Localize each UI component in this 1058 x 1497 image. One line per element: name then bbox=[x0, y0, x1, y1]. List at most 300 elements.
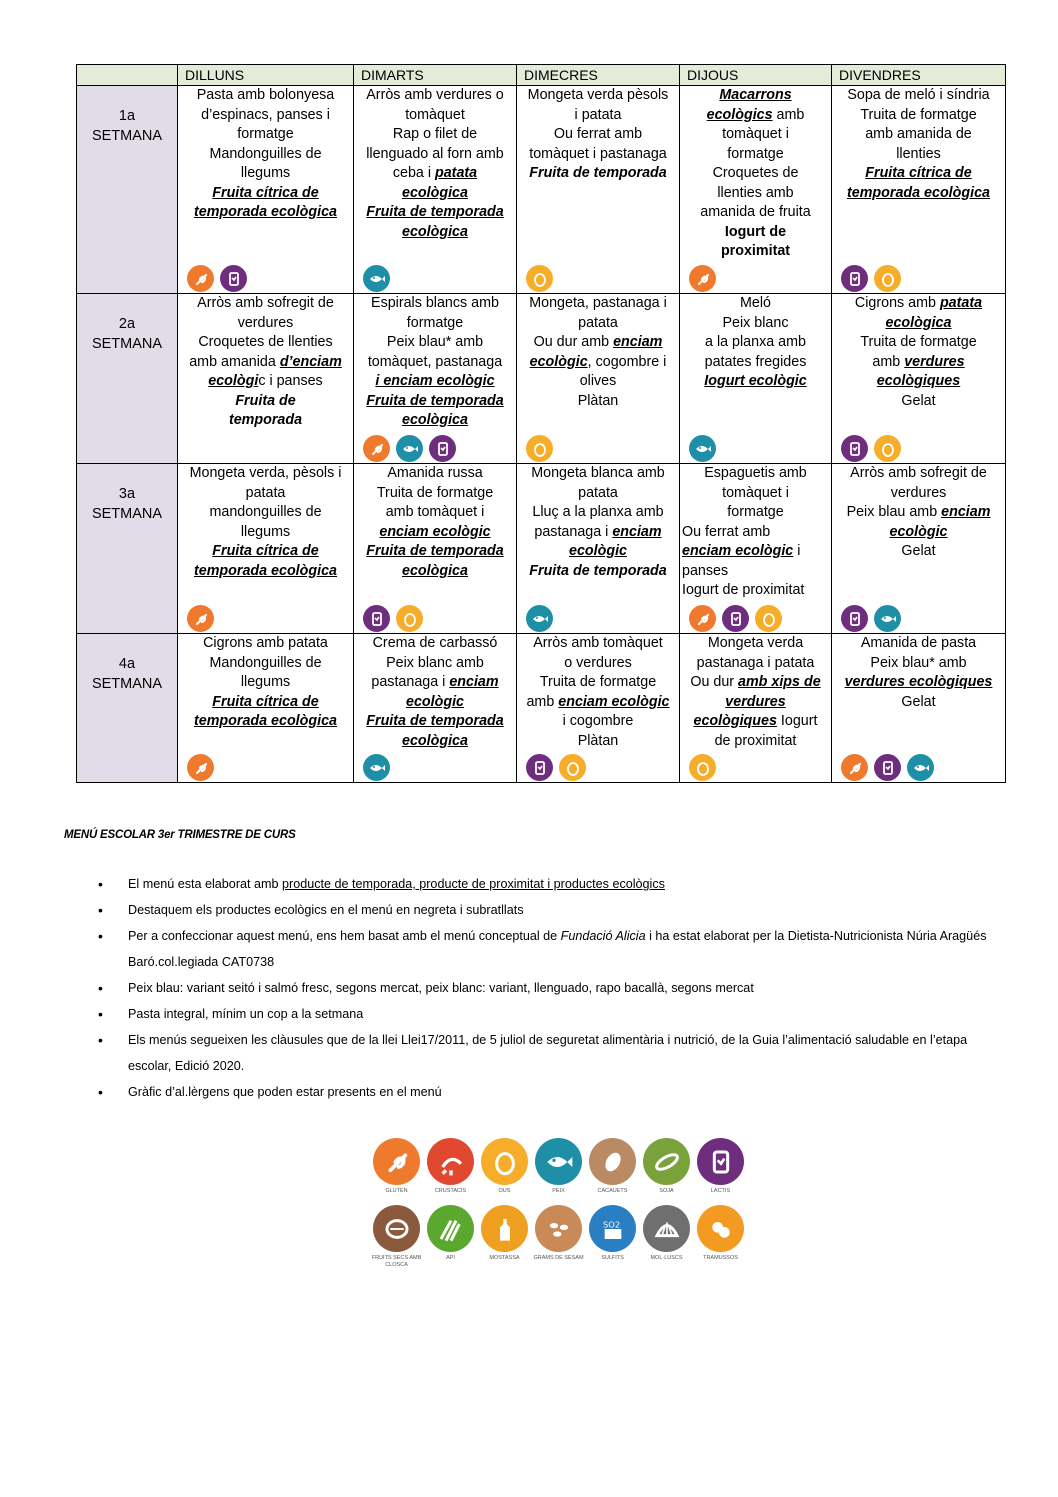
ou-icon bbox=[481, 1138, 528, 1185]
legend-label: GRAMS DE SÈSAM bbox=[533, 1255, 584, 1261]
ou-icon bbox=[396, 605, 423, 632]
menu-line bbox=[519, 333, 677, 353]
menu-text: ecològic bbox=[889, 523, 948, 540]
note-text: Per a confeccionar aquest menú, ens hem basat amb el menú conceptual de bbox=[128, 929, 561, 943]
legend-item bbox=[425, 1205, 476, 1269]
menu-line bbox=[519, 392, 677, 412]
menu-line bbox=[180, 392, 351, 412]
menu-text: patata bbox=[245, 484, 286, 501]
legend-item bbox=[587, 1138, 638, 1195]
menu-line bbox=[834, 333, 1003, 353]
menu-line bbox=[519, 164, 677, 184]
menu-text: i cogombre bbox=[562, 713, 634, 729]
menu-text: tomàquet bbox=[405, 106, 465, 123]
allergen-icons bbox=[526, 605, 553, 632]
menu-cell-divendres bbox=[832, 294, 1006, 464]
allergen-icons bbox=[187, 605, 214, 632]
menu-line bbox=[834, 86, 1003, 106]
day-header-dijous: DIJOUS bbox=[680, 65, 832, 86]
menu-text: tomàquet i pastanaga bbox=[529, 145, 667, 162]
menu-text: Cigrons amb patata bbox=[203, 635, 328, 651]
legend-row bbox=[371, 1205, 761, 1269]
menu-line bbox=[834, 106, 1003, 126]
menu-text: Arròs amb tomàquet bbox=[533, 635, 663, 651]
menu-text: Pasta amb bolonyesa bbox=[196, 87, 335, 103]
menu-line bbox=[682, 106, 829, 126]
menu-text: Mandonguilles de bbox=[209, 145, 322, 162]
menu-cell-dilluns bbox=[178, 86, 354, 294]
legend-item bbox=[695, 1205, 746, 1269]
fruits-secs-icon bbox=[373, 1205, 420, 1252]
menu-line bbox=[519, 86, 677, 106]
lactis-icon bbox=[363, 605, 390, 632]
menu-line bbox=[682, 203, 829, 223]
legend-label: GLUTEN bbox=[385, 1188, 408, 1194]
allergen-icons bbox=[526, 435, 553, 462]
menu-text: proximitat bbox=[720, 243, 791, 259]
menu-text: Ou dur bbox=[690, 674, 739, 690]
menu-line bbox=[519, 634, 677, 654]
ou-icon bbox=[874, 435, 901, 462]
ou-icon bbox=[559, 754, 586, 781]
lactis-icon bbox=[722, 605, 749, 632]
menu-text: amb xips de bbox=[738, 674, 821, 690]
menu-text: amanida de fruita bbox=[700, 204, 811, 220]
menu-line bbox=[356, 484, 514, 504]
legend-item bbox=[641, 1138, 692, 1195]
menu-text: Espirals blancs amb bbox=[371, 295, 499, 311]
menu-line bbox=[682, 164, 829, 184]
menu-cell-dimarts bbox=[354, 464, 517, 634]
menu-line bbox=[834, 353, 1003, 373]
legend-item bbox=[587, 1205, 638, 1269]
menu-text: Fruita de temporada bbox=[366, 543, 504, 559]
menu-line bbox=[834, 125, 1003, 145]
week-number: 2a bbox=[118, 316, 136, 332]
allergen-icons bbox=[841, 435, 901, 462]
menu-text: Iogurt de proximitat bbox=[682, 582, 805, 598]
menu-text: Truita de formatge bbox=[860, 334, 977, 350]
menu-text: Iogurt de bbox=[724, 223, 787, 240]
menu-text: pastanaga i bbox=[371, 674, 450, 690]
menu-line bbox=[682, 314, 829, 334]
note-item bbox=[98, 1079, 1008, 1105]
menu-line bbox=[180, 333, 351, 353]
menu-text: Macarrons bbox=[719, 87, 792, 103]
crustacis-icon bbox=[427, 1138, 474, 1185]
menu-text: Mongeta verda bbox=[707, 635, 804, 651]
menu-text: Amanida de pasta bbox=[860, 635, 977, 651]
menu-text: Truita de formatge bbox=[376, 484, 494, 501]
menu-text: Fruita de temporada bbox=[529, 562, 667, 579]
menu-line bbox=[682, 581, 829, 601]
week-word: SETMANA bbox=[91, 127, 163, 144]
menu-line bbox=[180, 125, 351, 145]
peix-icon bbox=[689, 435, 716, 462]
menu-text: llegums bbox=[240, 674, 291, 690]
week-row bbox=[77, 464, 1006, 634]
menu-line bbox=[519, 125, 677, 145]
menu-text: d’espinacs, panses i bbox=[201, 106, 330, 123]
menu-line bbox=[180, 411, 351, 431]
menu-text: amb amanida bbox=[189, 353, 280, 370]
allergen-icons bbox=[841, 605, 901, 632]
menu-line bbox=[682, 693, 829, 713]
menu-text: ecològica bbox=[402, 223, 468, 240]
menu-text: olives bbox=[579, 373, 617, 389]
menu-text: ecològic bbox=[569, 543, 627, 559]
menu-line bbox=[682, 372, 829, 392]
menu-text: verdures bbox=[725, 693, 786, 710]
menu-text: Peix blanc amb bbox=[386, 654, 484, 671]
allergen-icons bbox=[363, 605, 423, 632]
menu-line bbox=[180, 542, 351, 562]
menu-cell-dimecres bbox=[517, 464, 680, 634]
lactis-icon bbox=[429, 435, 456, 462]
menu-line bbox=[834, 523, 1003, 543]
menu-line bbox=[180, 634, 351, 654]
menu-text: Croquetes de bbox=[712, 165, 799, 181]
legend-item bbox=[641, 1205, 692, 1269]
menu-text: Gelat bbox=[901, 543, 936, 559]
lactis-icon bbox=[841, 265, 868, 292]
menu-text: Mongeta verda pèsols bbox=[527, 87, 669, 103]
menu-text: , cogombre i bbox=[587, 353, 667, 370]
menu-text: Ou dur amb bbox=[533, 334, 614, 350]
menu-text: Plàtan bbox=[577, 392, 619, 409]
allergen-icons bbox=[841, 265, 901, 292]
menu-text: Plàtan bbox=[577, 732, 619, 749]
menu-text: Gelat bbox=[901, 392, 936, 409]
menu-line bbox=[682, 712, 829, 732]
menu-table bbox=[76, 64, 1006, 783]
week-word: SETMANA bbox=[91, 335, 163, 352]
legend-label: API bbox=[446, 1255, 455, 1261]
menu-text: Iogurt ecològic bbox=[704, 373, 807, 389]
menu-cell-dilluns bbox=[178, 634, 354, 783]
menu-text: tomàquet i bbox=[722, 126, 789, 142]
menu-text: Cigrons amb bbox=[854, 295, 940, 311]
peix-icon bbox=[396, 435, 423, 462]
menu-text: enciam ecològic bbox=[682, 543, 794, 559]
menu-text: enciam bbox=[612, 523, 662, 540]
menu-line bbox=[834, 372, 1003, 392]
menu-text: enciam bbox=[449, 674, 499, 690]
legend-row bbox=[371, 1138, 761, 1195]
menu-text: Lluç a la planxa amb bbox=[532, 504, 664, 520]
menu-line bbox=[356, 223, 514, 243]
legend-item bbox=[425, 1138, 476, 1195]
sesam-icon bbox=[535, 1205, 582, 1252]
menu-text: ecològics bbox=[706, 106, 773, 123]
legend-label: FRUITS SECS AMB CLOSCA bbox=[371, 1255, 422, 1268]
legend-label: SULFITS bbox=[601, 1255, 624, 1261]
allergen-icons bbox=[689, 435, 716, 462]
legend-item bbox=[371, 1138, 422, 1195]
header-row bbox=[77, 65, 1006, 86]
note-item bbox=[98, 897, 1008, 923]
week-label bbox=[77, 464, 178, 634]
gluten-icon bbox=[841, 754, 868, 781]
menu-cell-dijous bbox=[680, 634, 832, 783]
menu-text: llenguado al forn amb bbox=[366, 145, 504, 162]
menu-line bbox=[519, 542, 677, 562]
menu-line bbox=[682, 542, 829, 562]
legend-label: CACAUETS bbox=[597, 1188, 628, 1194]
menu-text: verdures bbox=[890, 484, 947, 501]
menu-text: Fruita cítrica de bbox=[212, 693, 319, 710]
menu-line bbox=[519, 562, 677, 582]
menu-text: Fruita cítrica de bbox=[212, 184, 319, 201]
menu-text: Fruita de temporada bbox=[366, 713, 504, 729]
note-emphasis: producte de temporada, producte de proximitat i productes ecològics bbox=[282, 877, 665, 891]
menu-text: Iogurt bbox=[776, 713, 818, 729]
week-word: SETMANA bbox=[91, 505, 163, 522]
allergen-legend bbox=[371, 1138, 761, 1279]
menu-line bbox=[356, 145, 514, 165]
legend-item bbox=[479, 1205, 530, 1269]
gluten-icon bbox=[373, 1138, 420, 1185]
menu-line bbox=[682, 503, 829, 523]
menu-line bbox=[180, 464, 351, 484]
menu-text: amb bbox=[872, 353, 905, 370]
week-row bbox=[77, 86, 1006, 294]
menu-line bbox=[682, 523, 829, 543]
menu-text: pastanaga i patata bbox=[696, 654, 815, 671]
menu-text: Mongeta blanca amb bbox=[531, 465, 665, 481]
menu-line bbox=[682, 294, 829, 314]
peix-icon bbox=[907, 754, 934, 781]
menu-line bbox=[682, 464, 829, 484]
menu-text: Amanida russa bbox=[387, 465, 483, 481]
menu-line bbox=[356, 333, 514, 353]
menu-line bbox=[356, 372, 514, 392]
menu-text: i patata bbox=[574, 106, 622, 123]
menu-line bbox=[519, 372, 677, 392]
menu-text: Mandonguilles de bbox=[209, 654, 322, 671]
menu-text: Croquetes de llenties bbox=[198, 334, 333, 350]
note-text: i ha estat elaborat per la Dietista-Nutricionista Núria Aragüés Baró.col.legiada CAT0738 bbox=[128, 929, 987, 969]
menu-line bbox=[834, 184, 1003, 204]
menu-line bbox=[682, 125, 829, 145]
menu-text: ecològica bbox=[402, 412, 468, 428]
menu-text: c i panses bbox=[258, 373, 323, 389]
menu-text: d’enciam bbox=[279, 353, 342, 370]
menu-cell-dilluns bbox=[178, 294, 354, 464]
menu-line bbox=[356, 106, 514, 126]
allergen-icons bbox=[363, 435, 456, 462]
peix-icon bbox=[535, 1138, 582, 1185]
menu-text: formatge bbox=[406, 314, 464, 331]
menu-text: Peix blau* amb bbox=[386, 334, 484, 350]
note-text: Destaquem els productes ecològics en el menú en negreta i subratllats bbox=[128, 903, 524, 917]
note-item bbox=[98, 1001, 1008, 1027]
allergen-icons bbox=[689, 265, 716, 292]
menu-line bbox=[519, 464, 677, 484]
allergen-icons bbox=[187, 265, 247, 292]
notes-title: MENÚ ESCOLAR 3er TRIMESTRE DE CURS bbox=[64, 829, 296, 841]
day-header-divendres: DIVENDRES bbox=[832, 65, 1006, 86]
legend-label: TRAMUSSOS bbox=[703, 1255, 738, 1261]
menu-text: Fruita cítrica de bbox=[212, 543, 319, 559]
menu-line bbox=[356, 634, 514, 654]
menu-line bbox=[180, 106, 351, 126]
menu-text: Meló bbox=[740, 295, 771, 311]
menu-line bbox=[519, 654, 677, 674]
note-text: Els menús segueixen les clàusules que de la llei Llei17/2011, de 5 juliol de seguretat alimentària i nutrició, de la Guia l’alimentació saludable en l’etapa escolar, Edició 2020. bbox=[128, 1033, 968, 1073]
ou-icon bbox=[526, 435, 553, 462]
menu-text: i bbox=[793, 543, 801, 559]
menu-text: ecològiques bbox=[876, 373, 961, 389]
lactis-icon bbox=[841, 435, 868, 462]
menu-line bbox=[834, 314, 1003, 334]
menu-text: ecològica bbox=[402, 732, 468, 749]
menu-line bbox=[356, 654, 514, 674]
menu-line bbox=[519, 523, 677, 543]
week-number: 4a bbox=[118, 656, 136, 672]
header-corner bbox=[77, 65, 178, 86]
menu-line bbox=[356, 353, 514, 373]
menu-text: llegums bbox=[240, 165, 291, 181]
menu-text: Fruita de temporada bbox=[366, 392, 504, 409]
menu-text: Ou ferrat amb bbox=[682, 523, 771, 540]
menu-cell-dimecres bbox=[517, 634, 680, 783]
menu-line bbox=[682, 223, 829, 243]
menu-line bbox=[180, 314, 351, 334]
week-label bbox=[77, 634, 178, 783]
peix-icon bbox=[526, 605, 553, 632]
note-text: El menú esta elaborat amb bbox=[128, 877, 283, 891]
svg-text:SO2: SO2 bbox=[602, 1218, 620, 1229]
menu-text: i enciam ecològic bbox=[375, 373, 495, 389]
mostassa-icon bbox=[481, 1205, 528, 1252]
menu-text: Fruita de temporada bbox=[366, 204, 504, 220]
menu-line bbox=[180, 562, 351, 582]
gluten-icon bbox=[689, 605, 716, 632]
menu-line bbox=[180, 372, 351, 392]
menu-text: ecològica bbox=[402, 562, 468, 579]
menu-line bbox=[519, 693, 677, 713]
menu-text: ecològica bbox=[885, 314, 952, 331]
menu-line bbox=[682, 484, 829, 504]
menu-line bbox=[834, 464, 1003, 484]
menu-text: Fruita de temporada bbox=[529, 165, 667, 181]
menu-line bbox=[180, 503, 351, 523]
menu-text: temporada bbox=[228, 412, 303, 428]
menu-cell-divendres bbox=[832, 634, 1006, 783]
menu-text: enciam bbox=[613, 334, 663, 350]
gluten-icon bbox=[187, 265, 214, 292]
menu-line bbox=[180, 353, 351, 373]
menu-line bbox=[519, 145, 677, 165]
menu-text: formatge bbox=[727, 504, 784, 520]
allergen-icons bbox=[526, 754, 586, 781]
menu-text: tomàquet i bbox=[722, 484, 789, 501]
menu-text: de proximitat bbox=[714, 732, 797, 749]
menu-line bbox=[834, 145, 1003, 165]
note-text: Pasta integral, mínim un cop a la setmana bbox=[128, 1007, 364, 1021]
menu-line bbox=[356, 503, 514, 523]
menu-line bbox=[356, 693, 514, 713]
menu-text: tomàquet, pastanaga bbox=[367, 353, 503, 370]
day-header-dimecres: DIMECRES bbox=[517, 65, 680, 86]
menu-text: Rap o filet de bbox=[392, 126, 478, 142]
menu-line bbox=[519, 503, 677, 523]
week-number: 3a bbox=[118, 486, 136, 502]
menu-text: Peix blanc bbox=[722, 314, 789, 331]
menu-line bbox=[356, 673, 514, 693]
menu-line bbox=[682, 184, 829, 204]
note-item bbox=[98, 1027, 1008, 1079]
menu-line bbox=[356, 732, 514, 752]
menu-line bbox=[356, 184, 514, 204]
peix-icon bbox=[874, 605, 901, 632]
menu-text: Sopa de meló i síndria bbox=[847, 87, 990, 103]
week-row bbox=[77, 634, 1006, 783]
allergen-icons bbox=[841, 754, 934, 781]
note-emphasis: Fundació Alicia bbox=[560, 929, 646, 943]
menu-text: llegums bbox=[240, 523, 291, 540]
menu-text: llenties amb bbox=[717, 184, 794, 201]
menu-cell-dijous bbox=[680, 464, 832, 634]
menu-text: formatge bbox=[727, 145, 784, 162]
menu-line bbox=[519, 484, 677, 504]
menu-text: ceba i bbox=[392, 165, 435, 181]
menu-line bbox=[682, 634, 829, 654]
menu-line bbox=[180, 484, 351, 504]
allergen-icons bbox=[689, 605, 782, 632]
menu-text: Arròs amb sofregit de bbox=[197, 295, 334, 311]
menu-line bbox=[834, 693, 1003, 713]
menu-text: Peix blau amb bbox=[846, 504, 942, 520]
menu-text: Arròs amb verdures o bbox=[366, 87, 504, 103]
lactis-icon bbox=[874, 754, 901, 781]
menu-cell-dimarts bbox=[354, 86, 517, 294]
week-number: 1a bbox=[118, 108, 136, 124]
allergen-icons bbox=[689, 754, 716, 781]
menu-line bbox=[519, 353, 677, 373]
menu-cell-dilluns bbox=[178, 464, 354, 634]
menu-text: amb tomàquet i bbox=[385, 504, 485, 520]
menu-text: pastanaga i bbox=[534, 523, 613, 540]
menu-line bbox=[682, 732, 829, 752]
menu-line bbox=[356, 294, 514, 314]
menu-cell-dimarts bbox=[354, 294, 517, 464]
menu-line bbox=[356, 203, 514, 223]
legend-item bbox=[533, 1205, 584, 1269]
menu-text: enciam ecològic bbox=[379, 523, 491, 540]
menu-text: patata bbox=[578, 314, 618, 331]
menu-text: Mongeta, pastanaga i bbox=[529, 295, 667, 311]
menu-line bbox=[682, 353, 829, 373]
allergen-icons bbox=[363, 265, 390, 292]
menu-text: verdures ecològiques bbox=[844, 674, 993, 690]
menu-cell-dijous bbox=[680, 294, 832, 464]
menu-text: amb amanida de bbox=[865, 126, 972, 142]
menu-text: Truita de formatge bbox=[860, 106, 977, 123]
week-word: SETMANA bbox=[91, 675, 163, 692]
menu-text: Peix blau* amb bbox=[870, 654, 967, 671]
menu-cell-divendres bbox=[832, 86, 1006, 294]
menu-text: Gelat bbox=[901, 693, 936, 710]
menu-text: Truita de formatge bbox=[539, 674, 657, 690]
day-header-dilluns: DILLUNS bbox=[178, 65, 354, 86]
menu-text: patata bbox=[578, 484, 618, 501]
legend-label: MOSTASSA bbox=[489, 1255, 520, 1261]
menu-line bbox=[834, 164, 1003, 184]
menu-text: patata bbox=[939, 295, 983, 311]
menu-line bbox=[356, 562, 514, 582]
